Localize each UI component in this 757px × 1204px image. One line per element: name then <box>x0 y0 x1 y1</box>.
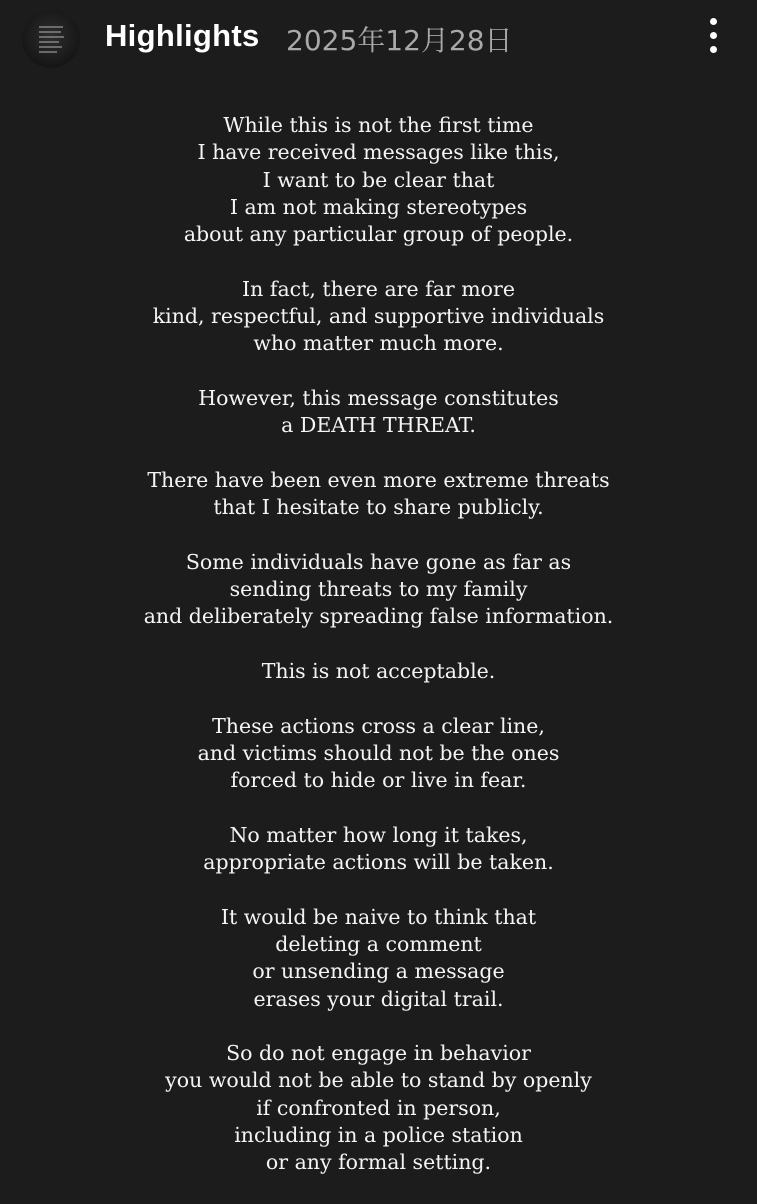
story-line: So do not engage in behavior <box>226 1041 531 1066</box>
story-line: It would be naive to think that <box>220 904 537 929</box>
story-line: about any particular group of people. <box>183 222 574 247</box>
story-line: There have been even more extreme threats <box>147 467 610 492</box>
highlight-title[interactable]: Highlights <box>105 18 260 53</box>
story-line: These actions cross a clear line, <box>212 713 545 738</box>
story-paragraph <box>0 904 757 1013</box>
story-line: who matter much more. <box>253 331 504 356</box>
story-line: including in a police station <box>234 1122 523 1147</box>
story-line: However, this message constitutes <box>198 385 559 410</box>
story-line: you would not be able to stand by openly <box>165 1068 592 1093</box>
highlight-cover-avatar[interactable] <box>22 10 80 68</box>
story-line: kind, respectful, and supportive individuals <box>152 304 605 329</box>
story-paragraph <box>0 276 757 358</box>
story-line: This is not acceptable. <box>261 658 496 683</box>
story-paragraph <box>0 112 757 248</box>
more-vertical-icon[interactable] <box>694 14 734 58</box>
story-line: In fact, there are far more <box>242 276 515 301</box>
story-line: and deliberately spreading false information. <box>143 604 614 629</box>
story-paragraph <box>0 658 757 685</box>
story-line: I am not making stereotypes <box>229 194 528 219</box>
story-line: I want to be clear that <box>262 167 495 192</box>
story-line: and victims should not be the ones <box>197 740 560 765</box>
story-line: I have received messages like this, <box>197 140 560 165</box>
story-line: or unsending a message <box>252 959 505 984</box>
story-line: or any formal setting. <box>265 1150 492 1175</box>
story-paragraph <box>0 713 757 795</box>
story-paragraph <box>0 822 757 877</box>
story-paragraph <box>0 385 757 440</box>
story-line: erases your digital trail. <box>253 986 504 1011</box>
story-header <box>0 0 757 78</box>
story-line: that I hesitate to share publicly. <box>213 495 544 520</box>
story-line: sending threats to my family <box>229 577 528 602</box>
story-line: if confronted in person, <box>256 1095 501 1120</box>
story-line: No matter how long it takes, <box>229 822 528 847</box>
story-paragraph <box>0 549 757 631</box>
story-line: a DEATH THREAT. <box>281 413 476 438</box>
story-line: deleting a comment <box>275 931 482 956</box>
story-paragraph <box>0 1040 757 1176</box>
story-line: Some individuals have gone as far as <box>185 549 572 574</box>
story-line: While this is not the first time <box>223 113 534 137</box>
story-line: forced to hide or live in fear. <box>230 768 527 793</box>
story-date: 2025年12月28日 <box>286 24 513 57</box>
story-paragraph <box>0 467 757 522</box>
story-text <box>0 112 757 1204</box>
story-line: appropriate actions will be taken. <box>203 850 554 875</box>
